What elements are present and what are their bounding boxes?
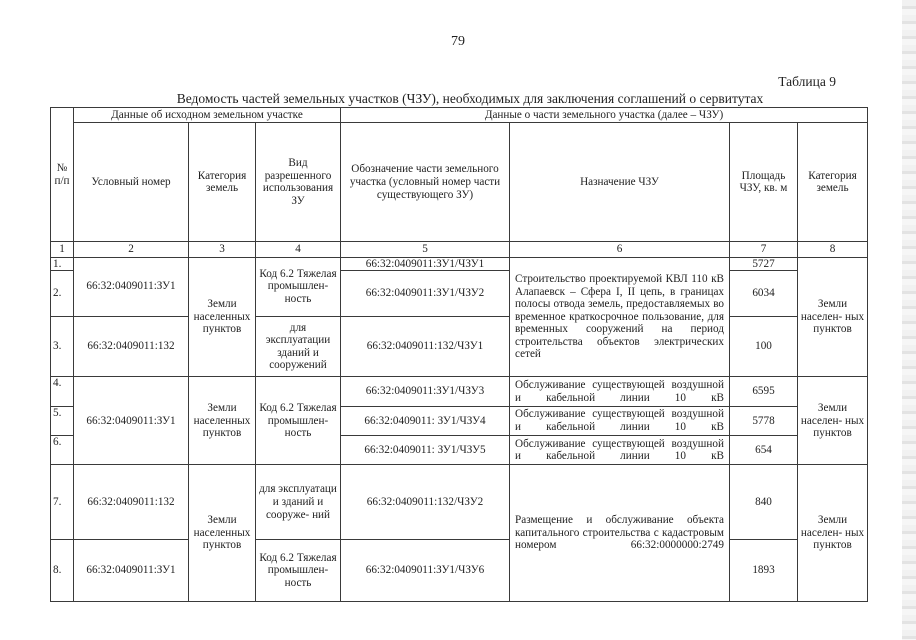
column-number-row xyxy=(51,242,868,257)
row-cadastral: 66:32:0409011:ЗУ1 xyxy=(74,540,189,602)
header-category: Категория земель xyxy=(189,123,256,242)
header-group-source: Данные об исходном земельном участке xyxy=(74,108,341,123)
table-row xyxy=(51,540,868,602)
row-category: Земли населенных пунктов xyxy=(189,257,256,377)
header-group-part: Данные о части земельного участка (далее – ЧЗУ) xyxy=(341,108,868,123)
row-purpose: Обслуживание существующей воздушной и кабельной линии 10 кВ xyxy=(510,406,730,435)
row-part-id: 66:32:0409011:132/ЧЗУ1 xyxy=(341,316,510,377)
row-cadastral: 66:32:0409011:132 xyxy=(74,316,189,377)
row-area: 6034 xyxy=(730,271,798,317)
col-number: 6 xyxy=(510,242,730,257)
row-part-id: 66:32:0409011: ЗУ1/ЧЗУ5 xyxy=(341,436,510,465)
row-num: 3. xyxy=(51,316,74,377)
row-area: 1893 xyxy=(730,540,798,602)
row-num: 4. xyxy=(51,377,74,406)
row-use: для эксплуатации зданий и сооружений xyxy=(256,316,341,377)
row-purpose: Размещение и обслуживание объекта капитального строительства с кадастровым номером 66:32:0000000:2749 xyxy=(510,465,730,602)
row-cadastral: 66:32:0409011:132 xyxy=(74,465,189,540)
col-number: 7 xyxy=(730,242,798,257)
row-cadastral: 66:32:0409011:ЗУ1 xyxy=(74,377,189,465)
row-part-id: 66:32:0409011:ЗУ1/ЧЗУ6 xyxy=(341,540,510,602)
row-num: 2. xyxy=(51,271,74,317)
row-area: 840 xyxy=(730,465,798,540)
col-number: 8 xyxy=(798,242,868,257)
row-part-id: 66:32:0409011:ЗУ1/ЧЗУ1 xyxy=(341,257,510,271)
page-number: 79 xyxy=(451,34,465,49)
col-number: 1 xyxy=(51,242,74,257)
col-number: 3 xyxy=(189,242,256,257)
col-number: 5 xyxy=(341,242,510,257)
row-purpose: Обслуживание существующей воздушной и кабельной линии 10 кВ xyxy=(510,436,730,465)
row-cadastral: 66:32:0409011:ЗУ1 xyxy=(74,257,189,316)
row-category: Земли населенных пунктов xyxy=(189,377,256,465)
document-title: Ведомость частей земельных участков (ЧЗУ), необходимых для заключения соглашений о сервитутах xyxy=(176,91,764,106)
col-number: 2 xyxy=(74,242,189,257)
row-use: Код 6.2 Тяжелая промышлен- ность xyxy=(256,257,341,316)
row-purpose: Строительство проектируемой КВЛ 110 кВ Алапаевск – Сфера I, II цепь, в границах полосы отвода земель, предоставляемых во временное краткосрочное пользование, для временных сооружений на период строительства объектов электрических сетей xyxy=(510,257,730,377)
row-purpose: Обслуживание существующей воздушной и кабельной линии 10 кВ xyxy=(510,377,730,406)
row-part-id: 66:32:0409011: ЗУ1/ЧЗУ4 xyxy=(341,406,510,435)
row-category: Земли населенных пунктов xyxy=(189,465,256,602)
row-part-category: Земли населен- ных пунктов xyxy=(798,377,868,465)
row-part-id: 66:32:0409011:ЗУ1/ЧЗУ3 xyxy=(341,377,510,406)
row-use: Код 6.2 Тяжелая промышлен- ность xyxy=(256,540,341,602)
row-area: 100 xyxy=(730,316,798,377)
col-number: 4 xyxy=(256,242,341,257)
row-num: 8. xyxy=(51,540,74,602)
row-area: 5778 xyxy=(730,406,798,435)
row-num: 5. xyxy=(51,406,74,435)
table-row xyxy=(51,377,868,406)
table-row xyxy=(51,316,868,377)
row-part-id: 66:32:0409011:132/ЧЗУ2 xyxy=(341,465,510,540)
table-row xyxy=(51,465,868,540)
row-area: 654 xyxy=(730,436,798,465)
header-area: Площадь ЧЗУ, кв. м xyxy=(730,123,798,242)
header-cadastral: Условный номер xyxy=(74,123,189,242)
row-num: 7. xyxy=(51,465,74,540)
header-part-id: Обозначение части земельного участка (условный номер части существующего ЗУ) xyxy=(341,123,510,242)
header-purpose: Назначение ЧЗУ xyxy=(510,123,730,242)
row-part-category: Земли населен- ных пунктов xyxy=(798,257,868,377)
header-use: Вид разрешенного использования ЗУ xyxy=(256,123,341,242)
row-area: 5727 xyxy=(730,257,798,271)
row-part-id: 66:32:0409011:ЗУ1/ЧЗУ2 xyxy=(341,271,510,317)
header-part-category: Категория земель xyxy=(798,123,868,242)
row-area: 6595 xyxy=(730,377,798,406)
row-use: для эксплуатаци и зданий и сооруже- ний xyxy=(256,465,341,540)
row-num: 1. xyxy=(51,257,74,271)
row-part-category: Земли населен- ных пунктов xyxy=(798,465,868,602)
servitude-table xyxy=(50,107,868,602)
scan-edge-strip xyxy=(902,0,916,640)
table-label: Таблица 9 xyxy=(778,74,836,89)
table-row xyxy=(51,257,868,271)
row-use: Код 6.2 Тяжелая промышлен- ность xyxy=(256,377,341,465)
row-num: 6. xyxy=(51,436,74,465)
header-num: № п/п xyxy=(51,108,74,242)
